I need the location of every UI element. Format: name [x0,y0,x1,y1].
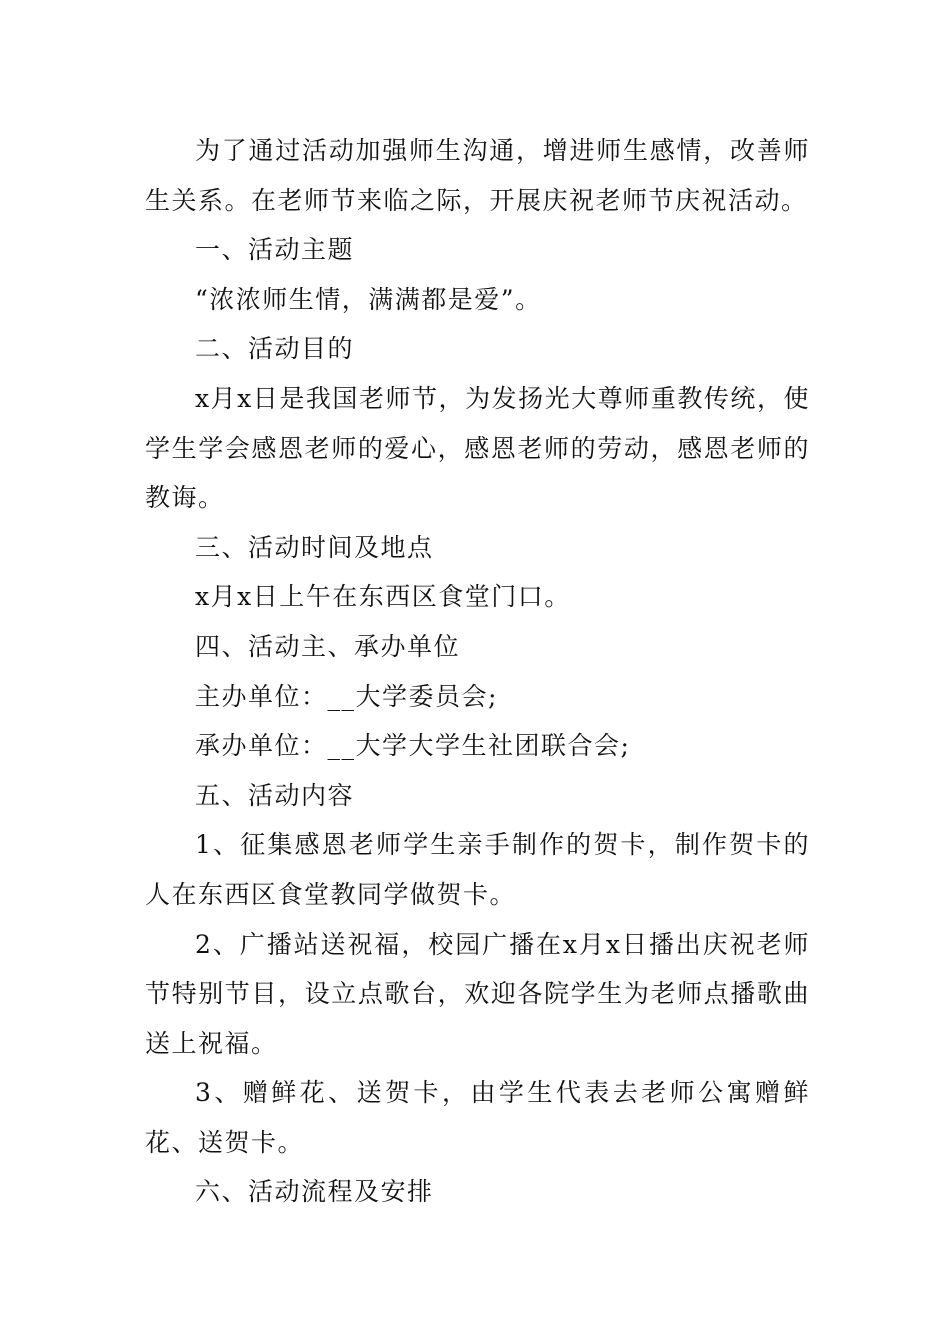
theme-text: “浓浓师生情，满满都是爱”。 [195,284,542,314]
host-organizer: 主办单位：__大学委员会; [195,681,498,711]
section-heading-purpose: 二、活动目的 [195,334,355,364]
content-item-1: 1、征集感恩老师学生亲手制作的贺卡，制作贺卡的人在东西区食堂教同学做贺卡。 [145,830,810,909]
section-heading-content: 五、活动内容 [195,780,355,810]
content-item-2: 2、广播站送祝福，校园广播在x月x日播出庆祝老师节特别节目，设立点歌台，欢迎各院学生为老师点播歌曲送上祝福。 [145,929,810,1058]
content-item-3: 3、赠鲜花、送贺卡，由学生代表去老师公寓赠鲜花、送贺卡。 [145,1078,810,1157]
document-body [145,126,810,1217]
time-place-text: x月x日上午在东西区食堂门口。 [195,582,571,612]
section-heading-time-place: 三、活动时间及地点 [195,532,434,562]
co-organizer: 承办单位：__大学大学生社团联合会; [195,731,631,761]
section-heading-theme: 一、活动主题 [195,235,355,265]
section-heading-process: 六、活动流程及安排 [195,1177,434,1207]
intro-paragraph: 为了通过活动加强师生沟通，增进师生感情，改善师生关系。在老师节来临之际，开展庆祝老师节庆祝活动。 [145,136,810,215]
section-heading-organizers: 四、活动主、承办单位 [195,631,461,661]
purpose-paragraph: x月x日是我国老师节，为发扬光大尊师重教传统，使学生学会感恩老师的爱心，感恩老师的劳动，感恩老师的教诲。 [145,383,810,513]
